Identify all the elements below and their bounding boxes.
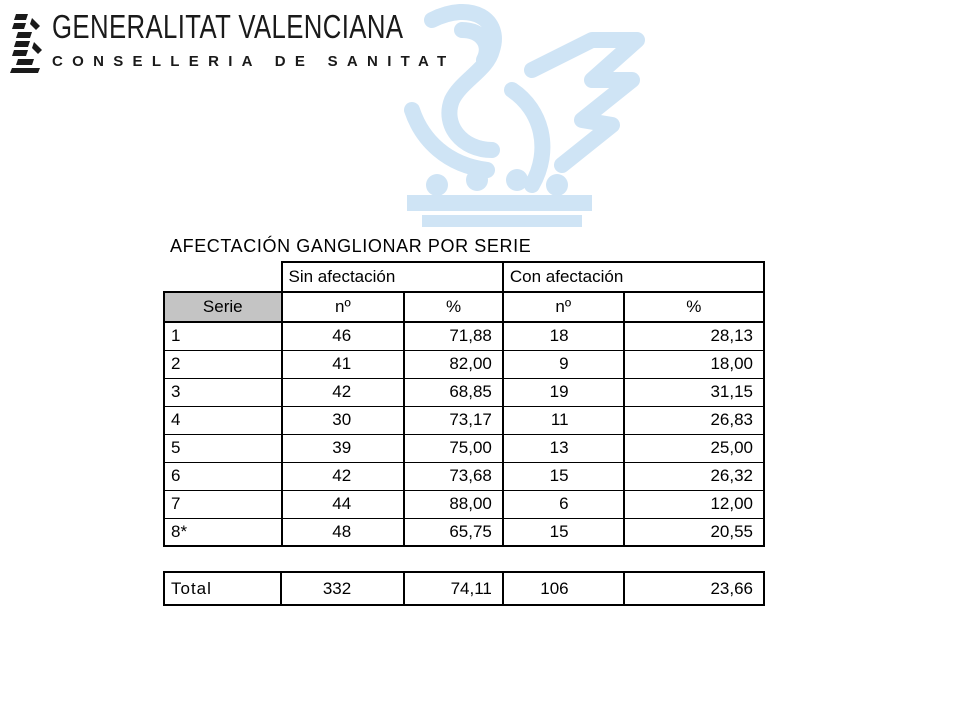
column-header-serie: Serie: [164, 292, 282, 322]
column-header-con-pct: %: [624, 292, 764, 322]
sin-n-cell: 41: [282, 350, 405, 378]
department-name: CONSELLERIA DE SANITAT: [52, 53, 456, 70]
con-pct-cell: 25,00: [624, 434, 764, 462]
serie-cell: 6: [164, 462, 282, 490]
organization-name: GENERALITAT VALENCIANA: [52, 8, 404, 45]
con-n-cell: 19: [503, 378, 624, 406]
dragon-crest-watermark-icon: [392, 0, 652, 240]
serie-cell: 8*: [164, 518, 282, 546]
con-n-cell: 11: [503, 406, 624, 434]
table-row: [164, 462, 764, 490]
con-n-cell: 15: [503, 462, 624, 490]
total-sin-n: 332: [281, 572, 404, 605]
con-n-cell: 6: [503, 490, 624, 518]
sin-pct-cell: 73,17: [404, 406, 503, 434]
con-pct-cell: 12,00: [624, 490, 764, 518]
con-n-cell: 13: [503, 434, 624, 462]
con-pct-cell: 26,83: [624, 406, 764, 434]
con-pct-cell: 26,32: [624, 462, 764, 490]
total-con-pct: 23,66: [624, 572, 764, 605]
con-pct-cell: 20,55: [624, 518, 764, 546]
table-row: [164, 406, 764, 434]
sin-pct-cell: 68,85: [404, 378, 503, 406]
serie-cell: 2: [164, 350, 282, 378]
sin-n-cell: 42: [282, 462, 405, 490]
sin-n-cell: 39: [282, 434, 405, 462]
total-con-n: 106: [503, 572, 624, 605]
serie-cell: 5: [164, 434, 282, 462]
sin-pct-cell: 75,00: [404, 434, 503, 462]
sin-pct-cell: 73,68: [404, 462, 503, 490]
table-row: [164, 434, 764, 462]
table-row: [164, 350, 764, 378]
con-n-cell: 15: [503, 518, 624, 546]
con-pct-cell: 18,00: [624, 350, 764, 378]
table-title: AFECTACIÓN GANGLIONAR POR SERIE: [170, 236, 532, 256]
total-label: Total: [164, 572, 281, 605]
blank-corner-cell: [164, 262, 282, 292]
serie-cell: 7: [164, 490, 282, 518]
sin-n-cell: 42: [282, 378, 405, 406]
serie-cell: 4: [164, 406, 282, 434]
total-sin-pct: 74,11: [404, 572, 503, 605]
sin-n-cell: 48: [282, 518, 405, 546]
con-pct-cell: 28,13: [624, 322, 764, 350]
total-row: [164, 572, 764, 605]
sin-n-cell: 30: [282, 406, 405, 434]
lymph-node-table: [163, 261, 765, 547]
sin-pct-cell: 88,00: [404, 490, 503, 518]
con-n-cell: 18: [503, 322, 624, 350]
column-header-sin-n: nº: [282, 292, 405, 322]
striped-shield-emblem-icon: [10, 12, 44, 74]
table-row: [164, 378, 764, 406]
table-row: [164, 518, 764, 546]
column-header-sin-pct: %: [404, 292, 503, 322]
group-header-sin-afectacion: Sin afectación: [282, 262, 503, 292]
con-n-cell: 9: [503, 350, 624, 378]
column-header-con-n: nº: [503, 292, 624, 322]
sin-n-cell: 46: [282, 322, 405, 350]
sin-pct-cell: 65,75: [404, 518, 503, 546]
con-pct-cell: 31,15: [624, 378, 764, 406]
table-row: [164, 322, 764, 350]
serie-cell: 3: [164, 378, 282, 406]
sin-pct-cell: 82,00: [404, 350, 503, 378]
sin-pct-cell: 71,88: [404, 322, 503, 350]
serie-cell: 1: [164, 322, 282, 350]
total-table: [163, 571, 765, 606]
group-header-con-afectacion: Con afectación: [503, 262, 764, 292]
sin-n-cell: 44: [282, 490, 405, 518]
table-row: [164, 490, 764, 518]
